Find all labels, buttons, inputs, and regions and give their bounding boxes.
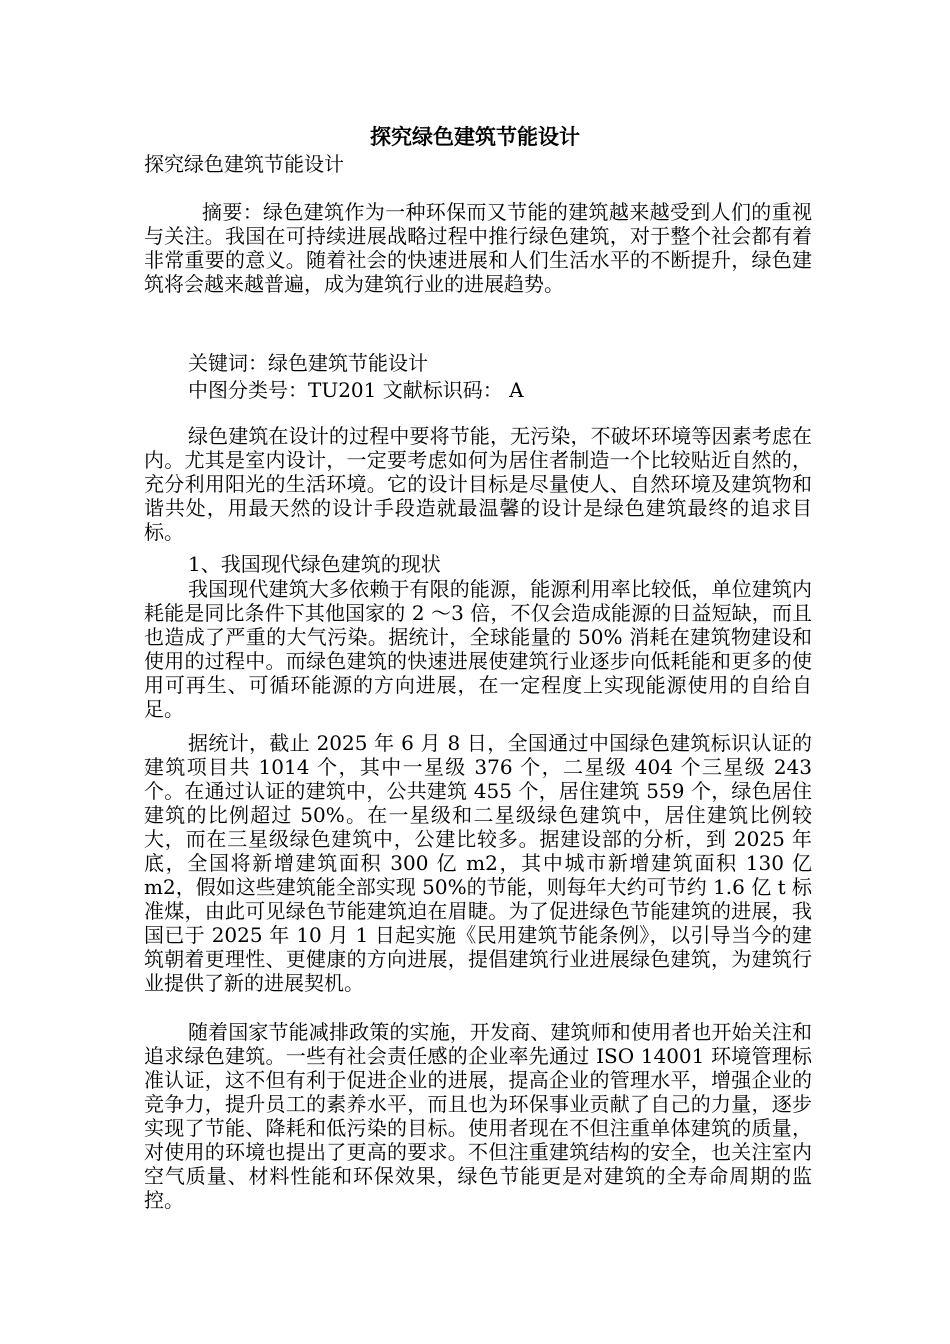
keywords-line: 关键词：绿色建筑节能设计	[188, 351, 428, 375]
classification-line: 中图分类号：TU201 文献标识码： A	[188, 378, 524, 402]
document-title: 探究绿色建筑节能设计	[370, 125, 580, 149]
abstract-paragraph: 摘要：绿色建筑作为一种环保而又节能的建筑越来越受到人们的重视与关注。我国在可持续进展战略过程中推行绿色建筑，对于整个社会都有着非常重要的意义。随着社会的快速进展和人们生活水平的不断提升，绿色建筑将会越来越普遍，成为建筑行业的进展趋势。	[144, 200, 812, 296]
intro-paragraph: 绿色建筑在设计的过程中要将节能，无污染，不破坏环境等因素考虑在内。尤其是室内设计，一定要考虑如何为居住者制造一个比较贴近自然的，充分利用阳光的生活环境。它的设计目标是尽量使人、自然环境及建筑物和谐共处，用最天然的设计手段造就最温馨的设计是绿色建筑最终的追求目标。	[144, 424, 812, 544]
section-heading: 1、我国现代绿色建筑的现状	[188, 552, 441, 576]
policy-paragraph: 随着国家节能减排政策的实施，开发商、建筑师和使用者也开始关注和追求绿色建筑。一些有社会责任感的企业率先通过 ISO 14001 环境管理标准认证，这不但有利于促进企业的进展，提高企业的管理水平，增强企业的竞争力，提升员工的素养水平，而且也为环保事业贡献了自己的力量，逐步实现了节能、降耗和低污染的目标。使用者现在不但注重单体建筑的质量，对使用的环境也提出了更高的要求。不但注重建筑结构的安全，也关注室内空气质量、材料性能和环保效果，绿色节能更是对建筑的全寿命周期的监控。	[144, 1020, 812, 1212]
status-paragraph: 我国现代建筑大多依赖于有限的能源，能源利用率比较低，单位建筑内耗能是同比条件下其他国家的 2 ～3 倍，不仅会造成能源的日益短缺，而且也造成了严重的大气污染。据统计，全球能量的 50% 消耗在建筑物建设和使用的过程中。而绿色建筑的快速进展使建筑行业逐步向低耗能和更多的使用可再生、可循环能源的方向进展，在一定程度上实现能源使用的自给自足。	[144, 577, 812, 721]
statistics-paragraph: 据统计，截止 2025 年 6 月 8 日，全国通过中国绿色建筑标识认证的建筑项目共 1014 个，其中一星级 376 个，二星级 404 个三星级 243 个。在通过认证的建筑中，公共建筑 455 个，居住建筑 559 个，绿色居住建筑的比例超过 50%。在一星级和二星级绿色建筑中，居住建筑比例较大，而在三星级绿色建筑中，公建比较多。据建设部的分析，到 2025 年底，全国将新增建筑面积 300 亿 m2，其中城市新增建筑面积 130 亿 m2，假如这些建筑能全部实现 50%的节能，则每年大约可节约 1.6 亿 t 标准煤，由此可见绿色节能建筑迫在眉睫。为了促进绿色节能建筑的进展，我国已于 2025 年 10 月 1 日起实施《民用建筑节能条例》，以引导当今的建筑朝着更理性、更健康的方向进展，提倡建筑行业进展绿色建筑，为建筑行业提供了新的进展契机。	[144, 731, 812, 995]
document-subtitle: 探究绿色建筑节能设计	[144, 152, 344, 176]
